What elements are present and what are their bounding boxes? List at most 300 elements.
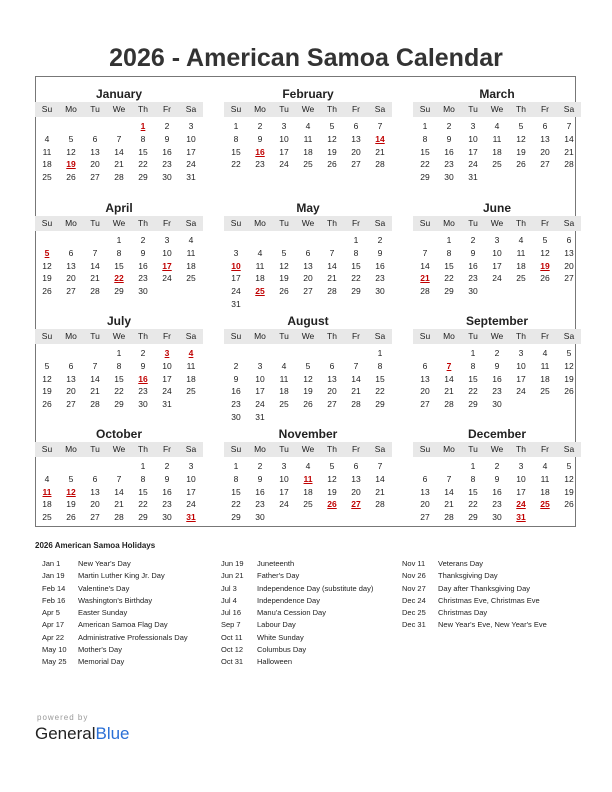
day-cell[interactable]: 31 <box>468 172 478 183</box>
day-cell[interactable]: 9 <box>377 247 383 258</box>
day-cell[interactable]: 4 <box>44 473 50 484</box>
day-cell[interactable]: 21 <box>114 159 124 170</box>
day-cell[interactable]: 7 <box>116 133 122 144</box>
day-cell[interactable]: 29 <box>375 399 385 410</box>
day-cell[interactable]: 15 <box>231 486 241 497</box>
day-cell[interactable]: 3 <box>164 235 170 245</box>
day-cell[interactable]: 2 <box>494 461 500 471</box>
day-cell[interactable]: 8 <box>377 360 383 371</box>
day-cell[interactable]: 13 <box>90 486 100 497</box>
day-cell[interactable]: 26 <box>66 172 76 183</box>
day-cell[interactable]: 16 <box>492 373 502 384</box>
day-cell[interactable]: 23 <box>255 159 265 170</box>
day-cell[interactable]: 21 <box>444 386 454 397</box>
day-cell[interactable]: 26 <box>279 286 289 297</box>
day-cell[interactable]: 13 <box>351 133 361 144</box>
day-cell[interactable]: 16 <box>255 486 265 497</box>
day-cell[interactable]: 3 <box>518 461 524 471</box>
day-cell[interactable]: 3 <box>494 235 500 245</box>
day-cell[interactable]: 15 <box>231 146 241 157</box>
day-cell[interactable]: 8 <box>116 247 122 258</box>
holiday-day-cell[interactable]: 3 <box>164 348 170 358</box>
day-cell[interactable]: 4 <box>305 461 311 471</box>
holiday-day-cell[interactable]: 10 <box>231 260 241 271</box>
day-cell[interactable]: 8 <box>233 473 239 484</box>
day-cell[interactable]: 31 <box>186 172 196 183</box>
day-cell[interactable]: 13 <box>327 373 337 384</box>
day-cell[interactable]: 4 <box>305 121 311 131</box>
day-cell[interactable]: 11 <box>516 247 526 258</box>
day-cell[interactable]: 21 <box>564 146 574 157</box>
day-cell[interactable]: 5 <box>329 121 335 131</box>
day-cell[interactable]: 1 <box>116 235 122 245</box>
day-cell[interactable]: 7 <box>92 247 98 258</box>
day-cell[interactable]: 27 <box>540 159 550 170</box>
day-cell[interactable]: 2 <box>164 461 170 471</box>
day-cell[interactable]: 22 <box>231 499 241 510</box>
day-cell[interactable]: 18 <box>540 373 550 384</box>
day-cell[interactable]: 25 <box>303 499 313 510</box>
day-cell[interactable]: 1 <box>422 121 428 131</box>
day-cell[interactable]: 10 <box>516 473 526 484</box>
day-cell[interactable]: 1 <box>140 461 146 471</box>
day-cell[interactable]: 27 <box>564 273 574 284</box>
day-cell[interactable]: 28 <box>420 286 430 297</box>
day-cell[interactable]: 7 <box>329 247 335 258</box>
day-cell[interactable]: 9 <box>140 360 146 371</box>
holiday-day-cell[interactable]: 25 <box>255 286 265 297</box>
day-cell[interactable]: 29 <box>138 512 148 523</box>
day-cell[interactable]: 1 <box>470 348 476 358</box>
day-cell[interactable]: 10 <box>516 360 526 371</box>
day-cell[interactable]: 23 <box>468 273 478 284</box>
day-cell[interactable]: 15 <box>138 146 148 157</box>
day-cell[interactable]: 11 <box>255 260 265 271</box>
day-cell[interactable]: 11 <box>42 146 52 157</box>
day-cell[interactable]: 5 <box>281 247 287 258</box>
day-cell[interactable]: 8 <box>446 247 452 258</box>
day-cell[interactable]: 14 <box>351 373 361 384</box>
day-cell[interactable]: 3 <box>518 348 524 358</box>
day-cell[interactable]: 3 <box>281 461 287 471</box>
day-cell[interactable]: 21 <box>351 386 361 397</box>
day-cell[interactable]: 5 <box>542 235 548 245</box>
day-cell[interactable]: 11 <box>303 133 313 144</box>
day-cell[interactable]: 29 <box>444 286 454 297</box>
day-cell[interactable]: 18 <box>540 486 550 497</box>
day-cell[interactable]: 11 <box>540 360 550 371</box>
holiday-day-cell[interactable]: 16 <box>138 373 148 384</box>
day-cell[interactable]: 9 <box>257 133 263 144</box>
day-cell[interactable]: 18 <box>279 386 289 397</box>
day-cell[interactable]: 2 <box>377 235 383 245</box>
day-cell[interactable]: 12 <box>564 473 574 484</box>
day-cell[interactable]: 7 <box>422 247 428 258</box>
day-cell[interactable]: 24 <box>516 386 526 397</box>
day-cell[interactable]: 15 <box>444 260 454 271</box>
day-cell[interactable]: 7 <box>446 473 452 484</box>
day-cell[interactable]: 16 <box>492 486 502 497</box>
day-cell[interactable]: 4 <box>542 348 548 358</box>
day-cell[interactable]: 28 <box>114 512 124 523</box>
day-cell[interactable]: 9 <box>446 133 452 144</box>
day-cell[interactable]: 9 <box>164 473 170 484</box>
day-cell[interactable]: 8 <box>422 133 428 144</box>
day-cell[interactable]: 3 <box>233 247 239 258</box>
day-cell[interactable]: 28 <box>114 172 124 183</box>
day-cell[interactable]: 10 <box>279 133 289 144</box>
day-cell[interactable]: 20 <box>90 499 100 510</box>
day-cell[interactable]: 23 <box>162 499 172 510</box>
day-cell[interactable]: 20 <box>420 386 430 397</box>
day-cell[interactable]: 29 <box>114 399 124 410</box>
day-cell[interactable]: 22 <box>114 386 124 397</box>
day-cell[interactable]: 3 <box>188 121 194 131</box>
day-cell[interactable]: 15 <box>375 373 385 384</box>
holiday-day-cell[interactable]: 11 <box>303 473 313 484</box>
day-cell[interactable]: 25 <box>42 512 52 523</box>
day-cell[interactable]: 21 <box>375 146 385 157</box>
day-cell[interactable]: 30 <box>375 286 385 297</box>
day-cell[interactable]: 9 <box>494 473 500 484</box>
day-cell[interactable]: 1 <box>233 121 239 131</box>
day-cell[interactable]: 7 <box>92 360 98 371</box>
day-cell[interactable]: 9 <box>470 247 476 258</box>
holiday-day-cell[interactable]: 7 <box>446 360 452 371</box>
day-cell[interactable]: 18 <box>255 273 265 284</box>
day-cell[interactable]: 1 <box>233 461 239 471</box>
day-cell[interactable]: 31 <box>255 412 265 422</box>
day-cell[interactable]: 13 <box>66 373 76 384</box>
day-cell[interactable]: 7 <box>353 360 359 371</box>
day-cell[interactable]: 11 <box>540 473 550 484</box>
day-cell[interactable]: 24 <box>231 286 241 297</box>
day-cell[interactable]: 27 <box>351 159 361 170</box>
holiday-day-cell[interactable]: 11 <box>42 486 52 497</box>
day-cell[interactable]: 6 <box>542 121 548 131</box>
day-cell[interactable]: 7 <box>566 121 572 131</box>
day-cell[interactable]: 23 <box>162 159 172 170</box>
day-cell[interactable]: 30 <box>162 512 172 523</box>
day-cell[interactable]: 30 <box>492 399 502 410</box>
day-cell[interactable]: 21 <box>327 273 337 284</box>
day-cell[interactable]: 8 <box>470 473 476 484</box>
day-cell[interactable]: 28 <box>375 499 385 510</box>
day-cell[interactable]: 22 <box>444 273 454 284</box>
day-cell[interactable]: 29 <box>138 172 148 183</box>
day-cell[interactable]: 12 <box>327 473 337 484</box>
day-cell[interactable]: 19 <box>564 486 574 497</box>
day-cell[interactable]: 29 <box>420 172 430 183</box>
day-cell[interactable]: 5 <box>68 133 74 144</box>
day-cell[interactable]: 16 <box>138 260 148 271</box>
day-cell[interactable]: 24 <box>186 159 196 170</box>
day-cell[interactable]: 6 <box>353 121 359 131</box>
holiday-day-cell[interactable]: 31 <box>516 512 526 523</box>
day-cell[interactable]: 6 <box>305 247 311 258</box>
day-cell[interactable]: 12 <box>564 360 574 371</box>
generalblue-logo[interactable] <box>35 724 130 744</box>
day-cell[interactable]: 21 <box>444 499 454 510</box>
day-cell[interactable]: 30 <box>231 412 241 422</box>
day-cell[interactable]: 22 <box>420 159 430 170</box>
holiday-day-cell[interactable]: 5 <box>44 247 50 258</box>
day-cell[interactable]: 8 <box>116 360 122 371</box>
day-cell[interactable]: 29 <box>351 286 361 297</box>
holiday-day-cell[interactable]: 21 <box>420 273 430 284</box>
day-cell[interactable]: 22 <box>375 386 385 397</box>
day-cell[interactable]: 18 <box>303 146 313 157</box>
day-cell[interactable]: 30 <box>138 399 148 410</box>
day-cell[interactable]: 1 <box>377 348 383 358</box>
day-cell[interactable]: 12 <box>327 133 337 144</box>
day-cell[interactable]: 28 <box>351 399 361 410</box>
day-cell[interactable]: 7 <box>377 121 383 131</box>
day-cell[interactable]: 28 <box>375 159 385 170</box>
day-cell[interactable]: 14 <box>327 260 337 271</box>
day-cell[interactable]: 12 <box>66 146 76 157</box>
day-cell[interactable]: 8 <box>470 360 476 371</box>
day-cell[interactable]: 17 <box>231 273 241 284</box>
day-cell[interactable]: 20 <box>90 159 100 170</box>
day-cell[interactable]: 13 <box>420 373 430 384</box>
day-cell[interactable]: 23 <box>444 159 454 170</box>
day-cell[interactable]: 23 <box>492 499 502 510</box>
day-cell[interactable]: 29 <box>468 512 478 523</box>
day-cell[interactable]: 18 <box>186 260 196 271</box>
day-cell[interactable]: 20 <box>564 260 574 271</box>
day-cell[interactable]: 4 <box>44 133 50 144</box>
day-cell[interactable]: 27 <box>303 286 313 297</box>
day-cell[interactable]: 12 <box>303 373 313 384</box>
holiday-day-cell[interactable]: 26 <box>327 499 337 510</box>
day-cell[interactable]: 20 <box>420 499 430 510</box>
day-cell[interactable]: 15 <box>420 146 430 157</box>
day-cell[interactable]: 6 <box>566 235 572 245</box>
day-cell[interactable]: 30 <box>468 286 478 297</box>
day-cell[interactable]: 9 <box>140 247 146 258</box>
day-cell[interactable]: 6 <box>329 360 335 371</box>
day-cell[interactable]: 19 <box>327 146 337 157</box>
day-cell[interactable]: 14 <box>420 260 430 271</box>
day-cell[interactable]: 23 <box>255 499 265 510</box>
day-cell[interactable]: 26 <box>564 499 574 510</box>
day-cell[interactable]: 4 <box>518 235 524 245</box>
day-cell[interactable]: 6 <box>68 360 74 371</box>
day-cell[interactable]: 17 <box>186 486 196 497</box>
day-cell[interactable]: 11 <box>186 247 196 258</box>
day-cell[interactable]: 1 <box>116 348 122 358</box>
day-cell[interactable]: 19 <box>279 273 289 284</box>
day-cell[interactable]: 19 <box>564 373 574 384</box>
holiday-day-cell[interactable]: 12 <box>66 486 76 497</box>
day-cell[interactable]: 26 <box>516 159 526 170</box>
day-cell[interactable]: 27 <box>420 512 430 523</box>
day-cell[interactable]: 8 <box>140 133 146 144</box>
day-cell[interactable]: 13 <box>564 247 574 258</box>
day-cell[interactable]: 2 <box>494 348 500 358</box>
holiday-day-cell[interactable]: 4 <box>188 348 194 358</box>
day-cell[interactable]: 16 <box>444 146 454 157</box>
holiday-day-cell[interactable]: 16 <box>255 146 265 157</box>
day-cell[interactable]: 9 <box>257 473 263 484</box>
holiday-day-cell[interactable]: 24 <box>516 499 526 510</box>
day-cell[interactable]: 19 <box>303 386 313 397</box>
day-cell[interactable]: 17 <box>255 386 265 397</box>
day-cell[interactable]: 13 <box>303 260 313 271</box>
day-cell[interactable]: 26 <box>564 386 574 397</box>
day-cell[interactable]: 4 <box>542 461 548 471</box>
day-cell[interactable]: 5 <box>566 348 572 358</box>
day-cell[interactable]: 14 <box>90 260 100 271</box>
day-cell[interactable]: 6 <box>92 133 98 144</box>
day-cell[interactable]: 26 <box>66 512 76 523</box>
day-cell[interactable]: 26 <box>42 286 52 297</box>
day-cell[interactable]: 10 <box>162 247 172 258</box>
day-cell[interactable]: 23 <box>138 386 148 397</box>
day-cell[interactable]: 8 <box>353 247 359 258</box>
holiday-day-cell[interactable]: 17 <box>162 260 172 271</box>
day-cell[interactable]: 23 <box>492 386 502 397</box>
day-cell[interactable]: 17 <box>279 486 289 497</box>
holiday-day-cell[interactable]: 1 <box>140 121 146 131</box>
day-cell[interactable]: 30 <box>138 286 148 297</box>
day-cell[interactable]: 24 <box>279 499 289 510</box>
day-cell[interactable]: 16 <box>162 146 172 157</box>
holiday-day-cell[interactable]: 19 <box>66 159 76 170</box>
day-cell[interactable]: 24 <box>492 273 502 284</box>
day-cell[interactable]: 21 <box>114 499 124 510</box>
day-cell[interactable]: 20 <box>66 273 76 284</box>
day-cell[interactable]: 29 <box>468 399 478 410</box>
day-cell[interactable]: 19 <box>66 499 76 510</box>
day-cell[interactable]: 26 <box>42 399 52 410</box>
holiday-day-cell[interactable]: 22 <box>114 273 124 284</box>
day-cell[interactable]: 4 <box>257 247 263 258</box>
day-cell[interactable]: 26 <box>303 399 313 410</box>
day-cell[interactable]: 18 <box>42 499 52 510</box>
holiday-day-cell[interactable]: 31 <box>186 512 196 523</box>
day-cell[interactable]: 17 <box>516 373 526 384</box>
day-cell[interactable]: 17 <box>516 486 526 497</box>
day-cell[interactable]: 30 <box>492 512 502 523</box>
day-cell[interactable]: 18 <box>42 159 52 170</box>
day-cell[interactable]: 28 <box>444 399 454 410</box>
day-cell[interactable]: 22 <box>468 386 478 397</box>
day-cell[interactable]: 27 <box>327 399 337 410</box>
day-cell[interactable]: 2 <box>470 235 476 245</box>
day-cell[interactable]: 9 <box>494 360 500 371</box>
day-cell[interactable]: 30 <box>162 172 172 183</box>
day-cell[interactable]: 18 <box>303 486 313 497</box>
day-cell[interactable]: 2 <box>233 360 239 371</box>
day-cell[interactable]: 17 <box>279 146 289 157</box>
day-cell[interactable]: 10 <box>492 247 502 258</box>
day-cell[interactable]: 20 <box>327 386 337 397</box>
day-cell[interactable]: 6 <box>68 247 74 258</box>
day-cell[interactable]: 19 <box>516 146 526 157</box>
holiday-day-cell[interactable]: 19 <box>540 260 550 271</box>
day-cell[interactable]: 17 <box>186 146 196 157</box>
day-cell[interactable]: 14 <box>114 486 124 497</box>
day-cell[interactable]: 22 <box>468 499 478 510</box>
day-cell[interactable]: 15 <box>351 260 361 271</box>
day-cell[interactable]: 31 <box>162 399 172 410</box>
day-cell[interactable]: 6 <box>422 473 428 484</box>
day-cell[interactable]: 2 <box>164 121 170 131</box>
day-cell[interactable]: 15 <box>468 486 478 497</box>
day-cell[interactable]: 10 <box>186 133 196 144</box>
holiday-day-cell[interactable]: 25 <box>540 499 550 510</box>
day-cell[interactable]: 2 <box>140 235 146 245</box>
day-cell[interactable]: 12 <box>279 260 289 271</box>
day-cell[interactable]: 1 <box>470 461 476 471</box>
day-cell[interactable]: 8 <box>140 473 146 484</box>
day-cell[interactable]: 15 <box>114 373 124 384</box>
day-cell[interactable]: 27 <box>90 512 100 523</box>
day-cell[interactable]: 25 <box>279 399 289 410</box>
day-cell[interactable]: 28 <box>90 399 100 410</box>
day-cell[interactable]: 2 <box>257 461 263 471</box>
day-cell[interactable]: 14 <box>444 373 454 384</box>
day-cell[interactable]: 24 <box>162 273 172 284</box>
day-cell[interactable]: 2 <box>140 348 146 358</box>
day-cell[interactable]: 3 <box>281 121 287 131</box>
day-cell[interactable]: 13 <box>420 486 430 497</box>
day-cell[interactable]: 18 <box>516 260 526 271</box>
day-cell[interactable]: 20 <box>66 386 76 397</box>
day-cell[interactable]: 1 <box>446 235 452 245</box>
day-cell[interactable]: 19 <box>42 386 52 397</box>
day-cell[interactable]: 9 <box>164 133 170 144</box>
day-cell[interactable]: 13 <box>351 473 361 484</box>
day-cell[interactable]: 21 <box>375 486 385 497</box>
day-cell[interactable]: 27 <box>90 172 100 183</box>
day-cell[interactable]: 12 <box>516 133 526 144</box>
day-cell[interactable]: 12 <box>540 247 550 258</box>
day-cell[interactable]: 3 <box>188 461 194 471</box>
day-cell[interactable]: 13 <box>540 133 550 144</box>
day-cell[interactable]: 14 <box>114 146 124 157</box>
day-cell[interactable]: 2 <box>446 121 452 131</box>
day-cell[interactable]: 4 <box>281 360 287 371</box>
day-cell[interactable]: 15 <box>138 486 148 497</box>
day-cell[interactable]: 9 <box>233 373 239 384</box>
day-cell[interactable]: 5 <box>68 473 74 484</box>
day-cell[interactable]: 15 <box>468 373 478 384</box>
day-cell[interactable]: 6 <box>353 461 359 471</box>
day-cell[interactable]: 29 <box>114 286 124 297</box>
day-cell[interactable]: 16 <box>468 260 478 271</box>
day-cell[interactable]: 24 <box>255 399 265 410</box>
day-cell[interactable]: 28 <box>444 512 454 523</box>
day-cell[interactable]: 25 <box>42 172 52 183</box>
day-cell[interactable]: 10 <box>162 360 172 371</box>
day-cell[interactable]: 25 <box>186 386 196 397</box>
day-cell[interactable]: 6 <box>92 473 98 484</box>
day-cell[interactable]: 20 <box>351 486 361 497</box>
day-cell[interactable]: 22 <box>138 499 148 510</box>
day-cell[interactable]: 16 <box>231 386 241 397</box>
day-cell[interactable]: 25 <box>540 386 550 397</box>
day-cell[interactable]: 19 <box>327 486 337 497</box>
day-cell[interactable]: 24 <box>162 386 172 397</box>
day-cell[interactable]: 7 <box>377 461 383 471</box>
holiday-day-cell[interactable]: 27 <box>351 499 361 510</box>
day-cell[interactable]: 10 <box>255 373 265 384</box>
day-cell[interactable]: 3 <box>257 360 263 371</box>
day-cell[interactable]: 18 <box>186 373 196 384</box>
